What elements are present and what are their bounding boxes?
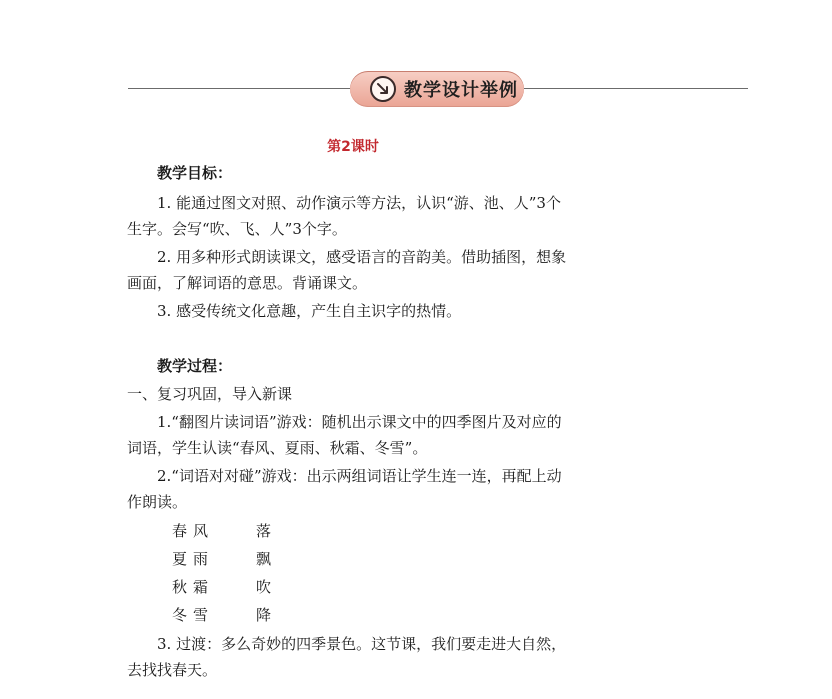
- header-rule-left: [128, 88, 350, 89]
- pair-right-4: 降: [256, 606, 278, 624]
- objective-2-line2: 画面，了解词语的意思。背诵课文。: [127, 274, 368, 292]
- pair-right-1: 落: [256, 522, 278, 540]
- step-2-line1: 2.“词语对对碰”游戏：出示两组词语让学生连一连，再配上动: [157, 467, 562, 485]
- step-2-line2: 作朗读。: [127, 493, 188, 511]
- badge-title: 教学设计举例: [404, 80, 518, 101]
- step-1-line1: 1.“翻图片读词语”游戏：随机出示课文中的四季图片及对应的: [157, 413, 562, 431]
- lesson-title: 第2课时: [327, 139, 379, 155]
- objective-1-line2: 生字。会写“吹、飞、人”3个字。: [127, 220, 347, 238]
- step-3-line2: 去找找春天。: [127, 661, 218, 679]
- pair-left-4: 冬雪: [172, 606, 215, 624]
- step-3-line1: 3. 过渡：多么奇妙的四季景色。这节课，我们要走进大自然，: [157, 635, 567, 653]
- process-section-1: 一、复习巩固，导入新课: [127, 385, 293, 403]
- objective-3-line1: 3. 感受传统文化意趣，产生自主识字的热情。: [157, 302, 462, 320]
- objectives-heading: 教学目标：: [157, 164, 233, 182]
- objective-1-line1: 1. 能通过图文对照、动作演示等方法，认识“游、池、人”3个: [157, 194, 561, 212]
- arrow-circle-icon: [370, 76, 396, 102]
- pair-left-1: 春风: [172, 522, 215, 540]
- process-heading: 教学过程：: [157, 357, 233, 375]
- pair-left-2: 夏雨: [172, 550, 215, 568]
- step-1-line2: 词语，学生认读“春风、夏雨、秋霜、冬雪”。: [127, 439, 428, 457]
- pair-right-2: 飘: [256, 550, 278, 568]
- section-badge: [350, 71, 524, 107]
- pair-left-3: 秋霜: [172, 578, 215, 596]
- objective-2-line1: 2. 用多种形式朗读课文，感受语言的音韵美。借助插图，想象: [157, 248, 567, 266]
- header-rule-right: [524, 88, 748, 89]
- pair-right-3: 吹: [256, 578, 278, 596]
